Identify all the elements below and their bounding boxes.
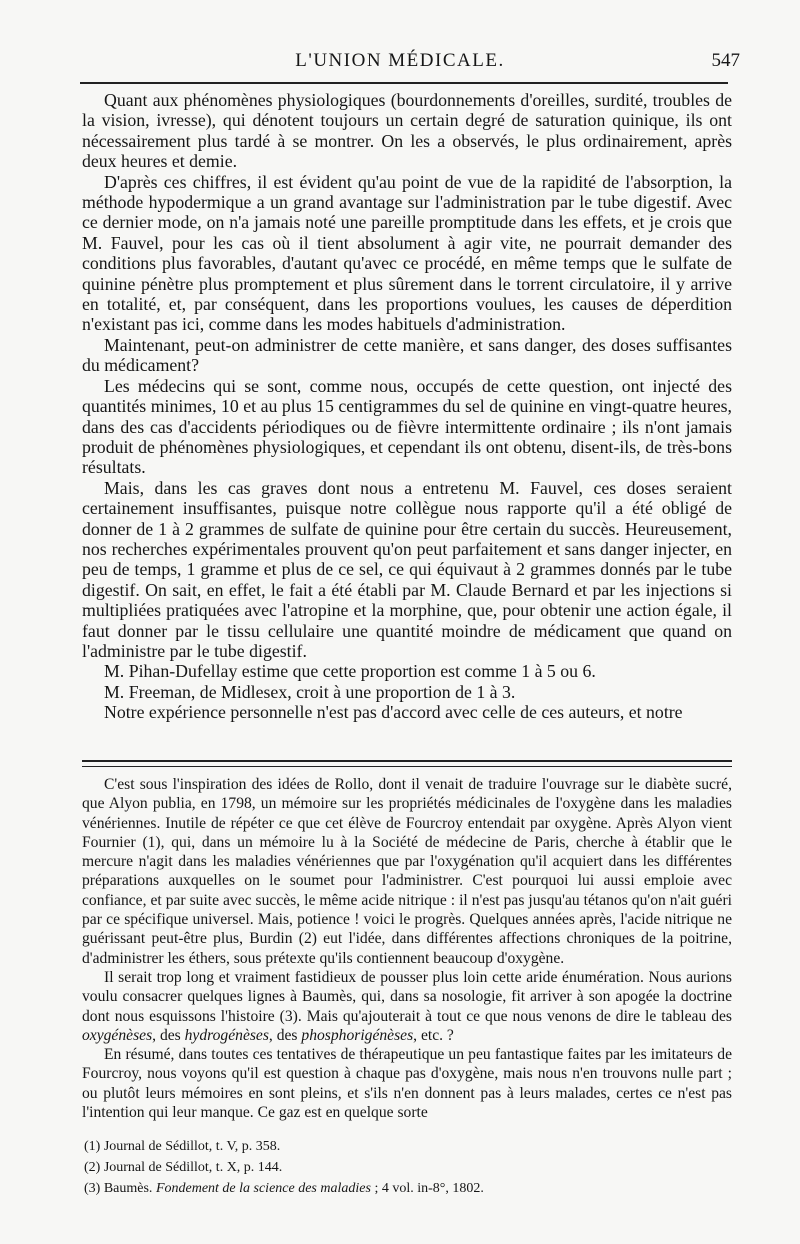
paragraph: Mais, dans les cas graves dont nous a entretenu M. Fauvel, ces doses seraient certainement insuffisantes, puisque notre collègue nous rapporte qu'il a été obligé de donner de 1 à 2 grammes de sulfate de quinine pour être certain du succès. Heureusement, nos recherches expérimentales prouvent qu'on peut parfaitement et sans danger injecter, en peu de temps, 1 gramme et plus de ce sel, ce qui équivaut à 2 grammes donnés par le tube digestif. On sait, en effet, le fait a été établi par M. Claude Bernard et par les injections si multipliées pratiquées avec l'atropine et la morphine, que, pour obtenir une action égale, il faut donner par le tissu cellulaire une quantité moindre de médicament que quand on l'administre par le tube digestif. [82,477,732,661]
feuilleton-body [82,775,732,1122]
paragraph: Quant aux phénomènes physiologiques (bourdonnements d'oreilles, surdité, troubles de la vision, ivresse), qui dénotent toujours un certain degré de saturation quinique, ils ont nécessairement plus tardé à se montrer. On les a observés, le plus ordinairement, après deux heures et demie. [82,90,732,172]
book-title: Fondement de la science des maladies [155,1181,371,1196]
paragraph: Maintenant, peut-on administrer de cette manière, et sans danger, des doses suffisantes du médicament? [82,334,732,376]
paragraph: D'après ces chiffres, il est évident qu'au point de vue de la rapidité de l'absorption, la méthode hypodermique a un grand avantage sur l'administration par le tube digestif. Avec ce dernier mode, on n'a jamais noté une pareille promptitude dans les effets, et je crois que M. Fauvel, pour les cas où il tient absolument à agir vite, ne pourrait demander des conditions plus favorables, d'autant qu'avec ce procédé, en même temps que le sulfate de quinine pénètre plus promptement et plus sûrement dans le torrent circulatoire, il y arrive en totalité, et, par conséquent, dans les proportions voulues, les causes de déperdition n'existant pas ici, comme dans les modes habituels d'administration. [82,171,732,335]
page-header [60,48,740,76]
running-title: L'UNION MÉDICALE. [295,50,505,71]
footnote: (2) Journal de Sédillot, t. X, p. 144. [84,1160,283,1175]
text-span: (3) Baumès. [84,1181,156,1196]
feuilleton-paragraph [82,968,732,1045]
paragraph: Les médecins qui se sont, comme nous, occupés de cette question, ont injecté des quantités minimes, 10 et au plus 15 centigrammes du sel de quinine en vingt-quatre heures, dans des cas d'accidents périodiques ou de fièvre intermittente ordinaire ; ils n'ont jamais produit de phénomènes physiologiques, et cependant ils ont obtenu, disent-ils, de très-bons résultats. [82,375,732,478]
header-rule [80,82,728,84]
italic-term: phosphorigénèses [301,1026,414,1044]
italic-term: oxygénèses [82,1026,153,1044]
paragraph: M. Freeman, de Midlesex, croit à une proportion de 1 à 3. [104,681,516,702]
paragraph: Notre expérience personnelle n'est pas d'accord avec celle de ces auteurs, et notre [104,702,683,723]
text-span: Il serait trop long et vraiment fastidieux de pousser plus loin cette aride énumération. Nous aurions voulu consacrer quelques lignes à Baumès, qui, dans sa nosologie, fit arriver à son apogée la doctrine dont nous esquissons l'histoire (3). Mais qu'ajouterait à tout ce que nous venons de dire le tableau des [82,968,732,1025]
main-article-body [82,90,732,723]
footnote [84,1178,724,1199]
text-span: , des [268,1026,302,1044]
text-span: ; 4 vol. in-8°, 1802. [370,1181,484,1196]
feuilleton-paragraph: C'est sous l'inspiration des idées de Rollo, dont il venait de traduire l'ouvrage sur le diabète sucré, que Alyon publia, en 1798, un mémoire sur les propriétés médicinales de l'oxygène dans les maladies vénériennes. Inutile de répéter ce que cet élève de Fourcroy entendait par oxygène. Après Alyon vient Fournier (1), qui, dans un mémoire lu à la Société de médecine de Paris, cherche à établir que le mercure n'agit dans les maladies vénériennes que par l'oxygénation qu'il acquiert dans les différentes préparations auxquelles on le soumet pour l'administrer. C'est pourquoi lui aussi emploie avec confiance, et par suite avec succès, le même acide nitrique : il n'est pas jusqu'au tétanos qu'on n'ait guéri par ce spécifique universel. Mais, potience ! voici le progrès. Quelques années après, l'acide nitrique ne guérissant peut-être plus, Burdin (2) eut l'idée, dans différentes affections chroniques de la poitrine, d'administrer les éthers, sous prétexte qu'ils contiennent beaucoup d'oxygène. [82,776,732,967]
feuilleton-paragraph: En résumé, dans toutes ces tentatives de thérapeutique un peu fantastique faites par les imitateurs de Fourcroy, nous voyons qu'il est question à chaque pas d'oxygène, mais nous n'en trouvons nulle part ; ou plutôt leurs mémoires en sont pleins, et s'ils n'en donnent pas à leurs malades, certes ce n'est pas l'intention qui leur manque. Ce gaz est en quelque sorte [82,1046,732,1122]
feuilleton-separator [82,760,732,767]
text-span: , des [152,1026,185,1044]
text-span: , etc. ? [413,1026,454,1044]
page-number: 547 [711,50,740,71]
italic-term: hydrogénèses [184,1026,269,1044]
footnote: (1) Journal de Sédillot, t. V, p. 358. [84,1139,281,1154]
paragraph: M. Pihan-Dufellay estime que cette proportion est comme 1 à 5 ou 6. [104,661,596,682]
footnotes [84,1136,724,1199]
